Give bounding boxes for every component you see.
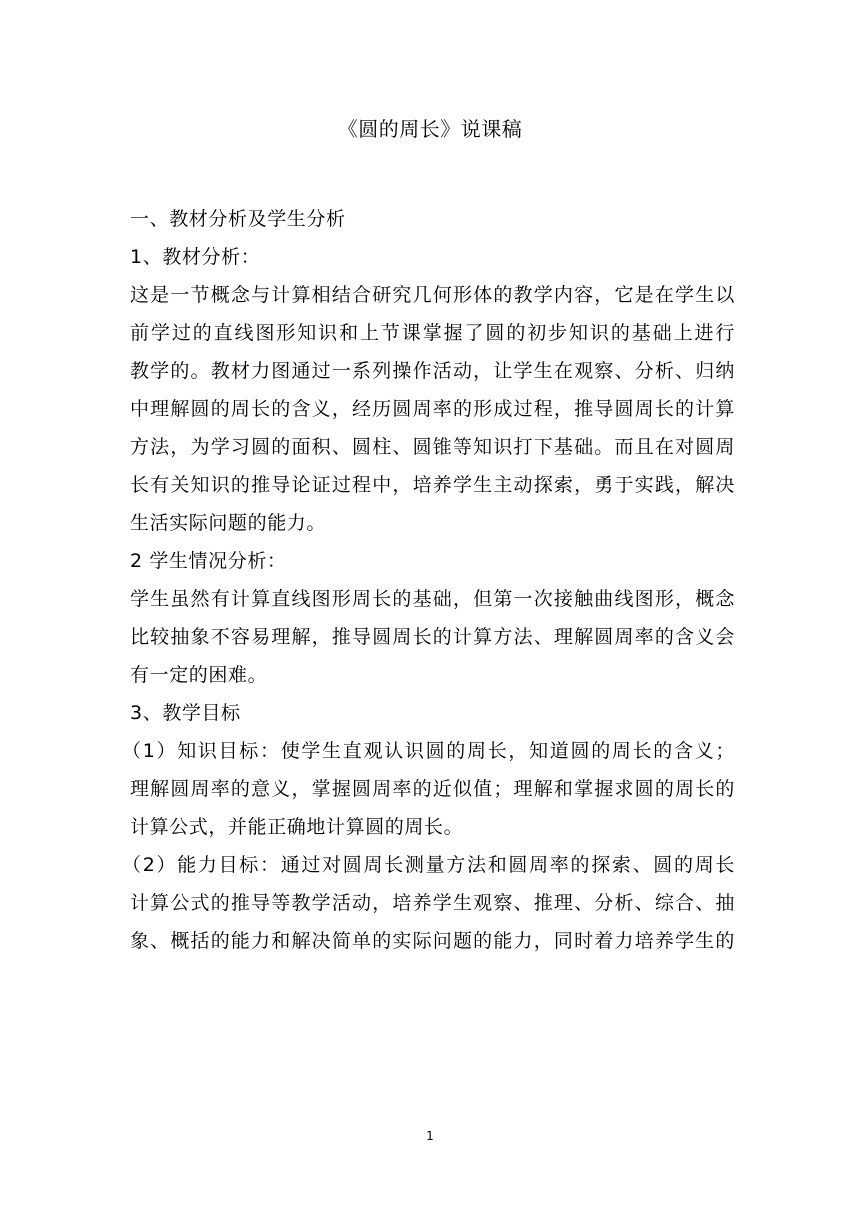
- paragraph-line: 计算公式的推导等教学活动，培养学生观察、推理、分析、综合、抽: [130, 892, 735, 914]
- paragraph-line: 长有关知识的推导论证过程中，培养学生主动探索，勇于实践，解决: [130, 474, 735, 496]
- subsection-heading: 2 学生情况分析：: [130, 550, 287, 572]
- paragraph-line: 生活实际问题的能力。: [130, 512, 327, 534]
- paragraph-line: 象、概括的能力和解决简单的实际问题的能力，同时着力培养学生的: [130, 930, 735, 952]
- paragraph-line: 理解圆周率的意义，掌握圆周率的近似值；理解和掌握求圆的周长的: [130, 778, 735, 800]
- paragraph-line: 有一定的困难。: [130, 664, 268, 686]
- section-heading: 一、教材分析及学生分析: [130, 208, 346, 230]
- paragraph-line: 教学的。教材力图通过一系列操作活动，让学生在观察、分析、归纳: [130, 360, 735, 382]
- page-number: 1: [426, 1129, 434, 1143]
- subsection-heading: 3、教学目标: [130, 702, 241, 724]
- document-body: [122, 200, 735, 960]
- paragraph-line: 计算公式，并能正确地计算圆的周长。: [130, 816, 464, 838]
- paragraph-line: 方法，为学习圆的面积、圆柱、圆锥等知识打下基础。而且在对圆周: [130, 436, 735, 458]
- document-title: 《圆的周长》说课稿: [337, 117, 523, 141]
- paragraph-line: 比较抽象不容易理解，推导圆周长的计算方法、理解圆周率的含义会: [130, 626, 735, 648]
- paragraph-line: 中理解圆的周长的含义，经历圆周率的形成过程，推导圆周长的计算: [130, 398, 735, 420]
- paragraph-line: （1）知识目标：使学生直观认识圆的周长，知道圆的周长的含义；: [122, 740, 735, 762]
- paragraph-line: （2）能力目标：通过对圆周长测量方法和圆周率的探索、圆的周长: [122, 854, 735, 876]
- paragraph-line: 学生虽然有计算直线图形周长的基础，但第一次接触曲线图形，概念: [130, 588, 735, 610]
- paragraph-line: 前学过的直线图形知识和上节课掌握了圆的初步知识的基础上进行: [130, 322, 735, 344]
- subsection-heading: 1、教材分析：: [130, 246, 261, 268]
- paragraph-line: 这是一节概念与计算相结合研究几何形体的教学内容，它是在学生以: [130, 284, 735, 306]
